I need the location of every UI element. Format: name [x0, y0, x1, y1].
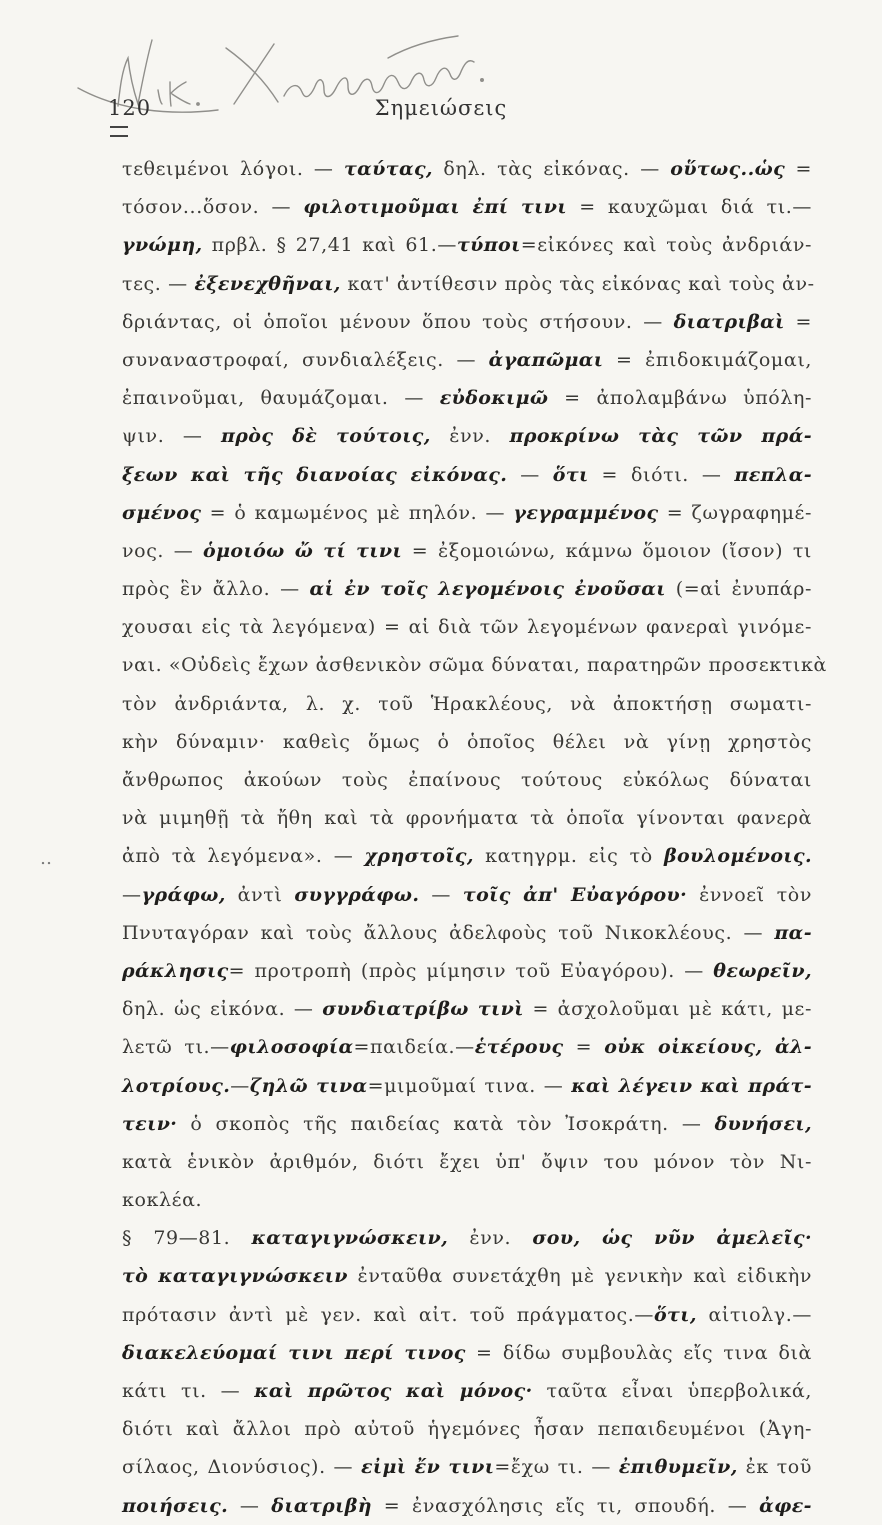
- gloss-text: —: [122, 883, 142, 906]
- gloss-text: ψιν. —: [122, 425, 221, 448]
- gloss-text: ταῦτα εἶναι ὑπερβολικά,: [532, 1380, 813, 1402]
- gloss-text: τόσον...ὅσον. —: [122, 196, 304, 219]
- lemma-term: διατριβαὶ: [673, 310, 785, 333]
- gloss-text: ἐνν.: [448, 1227, 533, 1250]
- gloss-text: ναι. «Οὐδεὶς ἔχων ἀσθενικὸν σῶμα δύναται, παρατηρῶν προσεκτικὰ: [122, 654, 827, 677]
- gloss-text: πρβλ. § 27,41 καὶ 61.—: [202, 234, 457, 257]
- gloss-text: = ἀπολαμβάνω ὑπόλη-: [548, 387, 812, 410]
- text-line: [122, 1067, 812, 1105]
- lemma-term: τύποι: [456, 234, 521, 257]
- gloss-text: κατὰ ἑνικὸν ἀριθμόν, διότι ἔχει ὑπ' ὄψιν του μόνον τὸν Νι-: [122, 1150, 812, 1173]
- lemma-term: ὅτι,: [653, 1303, 697, 1326]
- text-line: [122, 1487, 812, 1525]
- gloss-text: λετῶ τι.—: [122, 1036, 230, 1059]
- lemma-term: λοτρίους.: [122, 1074, 231, 1097]
- lemma-term: ὅτι: [552, 463, 589, 486]
- lemma-term: προκρίνω τὰς τῶν πρά-: [509, 425, 813, 448]
- lemma-term: συγγράφω.: [294, 883, 420, 906]
- gloss-text: ἐπαινοῦμαι, θαυμάζομαι. —: [122, 387, 440, 410]
- lemma-term: ράκλησις: [122, 959, 229, 982]
- text-line: [122, 1448, 812, 1486]
- text-line: [122, 1143, 812, 1181]
- lemma-term: καὶ λέγειν καὶ πράτ-: [571, 1074, 812, 1097]
- lemma-term: γνώμη,: [122, 234, 203, 257]
- text-line: [122, 723, 812, 761]
- lemma-term: δυνήσει,: [714, 1112, 812, 1135]
- lemma-term: συνδιατρίβω τινὶ: [322, 998, 524, 1021]
- gloss-text: τες. —: [122, 272, 195, 295]
- lemma-term: φιλοσοφία: [229, 1036, 354, 1059]
- gloss-text: ἐνταῦθα συνετάχθη μὲ γενικὴν καὶ εἰδικὴν: [347, 1265, 812, 1288]
- lemma-term: τειν·: [122, 1112, 178, 1135]
- gloss-text: —: [419, 883, 463, 906]
- text-line: [122, 990, 812, 1028]
- gloss-text: ἐννοεῖ τὸν: [687, 883, 812, 906]
- text-line: [122, 417, 812, 455]
- gloss-text: ἐκ τοῦ: [737, 1456, 812, 1479]
- lemma-term: καὶ πρῶτος καὶ μόνος·: [254, 1380, 533, 1402]
- gloss-text: = ζωγραφημέ-: [658, 501, 812, 524]
- text-line: [122, 1334, 812, 1372]
- gloss-text: =ἔχω τι. —: [494, 1456, 619, 1479]
- lemma-term: σου, ὡς νῦν ἀμελεῖς·: [532, 1227, 812, 1250]
- gloss-text: κοκλέα.: [122, 1189, 203, 1212]
- lemma-term: θεωρεῖν,: [713, 959, 812, 982]
- gloss-text: = ἐπιδοκιμάζομαι,: [603, 348, 813, 371]
- lemma-term: ταύτας,: [343, 158, 433, 180]
- lemma-term: εὐδοκιμῶ: [439, 387, 549, 410]
- lemma-term: φιλοτιμοῦμαι ἐπί τινι: [303, 196, 567, 219]
- text-line: [122, 150, 812, 188]
- text-line: [122, 1372, 812, 1410]
- gloss-text: δηλ. ὡς εἰκόνα. —: [122, 998, 323, 1021]
- gloss-text: Πνυταγόραν καὶ τοὺς ἄλλους ἀδελφοὺς τοῦ Νικοκλέους. —: [122, 921, 775, 944]
- gloss-text: πρότασιν ἀντὶ μὲ γεν. καὶ αἰτ. τοῦ πράγματος.—: [122, 1303, 654, 1326]
- lemma-term: τοῖς ἀπ' Εὐαγόρου·: [462, 883, 688, 906]
- margin-mark: ‥: [40, 848, 53, 869]
- gloss-text: ἄνθρωπος ἀκούων τοὺς ἐπαίνους τούτους εὐκόλως δύναται: [122, 769, 812, 791]
- text-line: [122, 265, 815, 303]
- gloss-text: § 79—81.: [122, 1227, 252, 1250]
- lemma-term: ποιήσεις.: [122, 1494, 229, 1517]
- gloss-text: τὸν ἀνδριάντα, λ. χ. τοῦ Ἡρακλέους, νὰ ἀποκτήσῃ σωματι-: [122, 692, 812, 715]
- text-line: [122, 570, 812, 608]
- text-line: [122, 799, 812, 837]
- text-line: [122, 341, 812, 379]
- lemma-term: ἐξενεχθῆναι,: [194, 272, 341, 295]
- gloss-text: = καυχῶμαι διά τι.—: [566, 196, 812, 219]
- text-line: [122, 303, 812, 341]
- text-line: [122, 456, 812, 494]
- gloss-text: ἀντὶ: [225, 883, 295, 906]
- gloss-text: νὰ μιμηθῇ τὰ ἤθη καὶ τὰ φρονήματα τὰ ὁποῖα γίνονται φανερὰ: [122, 807, 812, 830]
- text-line: [122, 1410, 812, 1448]
- text-line: [122, 876, 812, 914]
- gloss-text: = δίδω συμβουλὰς εἴς τινα διὰ: [465, 1341, 812, 1364]
- gloss-text: —: [228, 1494, 272, 1517]
- lemma-term: πα-: [774, 921, 812, 944]
- gloss-text: = ὁ καμωμένος μὲ πηλόν. —: [201, 501, 514, 524]
- text-line: [122, 1105, 812, 1143]
- lemma-term: χρηστοῖς,: [364, 845, 474, 868]
- gloss-text: νος. —: [122, 539, 204, 562]
- text-line: [122, 685, 812, 723]
- gloss-text: ἀπὸ τὰ λεγόμενα». —: [122, 845, 365, 868]
- page-number: 120: [108, 96, 152, 120]
- text-line: [122, 494, 812, 532]
- gloss-text: —: [230, 1074, 250, 1097]
- running-head: Σημειώσεις: [374, 96, 508, 120]
- lemma-term: γεγραμμένος: [513, 501, 659, 524]
- gloss-text: αἰτιολγ.—: [696, 1303, 812, 1326]
- gloss-text: κὴν δύναμιν· καθεὶς ὅμως ὁ ὁποῖος θέλει νὰ γίνῃ χρηστὸς: [122, 730, 812, 753]
- text-line: [122, 837, 812, 875]
- lemma-term: ξεων καὶ τῆς διανοίας εἰκόνας.: [122, 463, 508, 486]
- gloss-text: χουσαι εἰς τὰ λεγόμενα) = αἱ διὰ τῶν λεγομένων φανεραὶ γινόμε-: [122, 616, 812, 639]
- lemma-term: ἀγαπῶμαι: [488, 348, 604, 371]
- text-line: [122, 952, 812, 990]
- gloss-text: πρὸς ἓν ἄλλο. —: [122, 578, 310, 601]
- commentary-text: [122, 150, 827, 1525]
- text-line: [122, 1296, 812, 1334]
- lemma-term: τὸ καταγιγνώσκειν: [122, 1265, 348, 1288]
- text-line: [122, 1219, 812, 1257]
- text-line: [122, 914, 812, 952]
- gloss-text: = ἐξομοιώνω, κάμνω ὅμοιον (ἴσον) τι: [402, 539, 812, 562]
- text-line: [122, 188, 812, 226]
- text-line: [122, 226, 812, 264]
- lemma-term: ἀφε-: [759, 1494, 812, 1517]
- gloss-text: =: [563, 1036, 605, 1059]
- gloss-text: συναναστροφαί, συνδιαλέξεις. —: [122, 348, 489, 371]
- gloss-text: ὁ σκοπὸς τῆς παιδείας κατὰ τὸν Ἰσοκράτη. —: [177, 1112, 715, 1135]
- text-line: [122, 1257, 812, 1295]
- lemma-term: αἱ ἐν τοῖς λεγομένοις ἐνοῦσαι: [309, 578, 666, 601]
- gloss-text: τεθειμένοι λόγοι. —: [122, 158, 344, 180]
- lemma-term: διακελεύομαί τινι περί τινος: [122, 1341, 466, 1364]
- text-line: [122, 608, 812, 646]
- gloss-text: κατ' ἀντίθεσιν πρὸς τὰς εἰκόνας καὶ τοὺς ἀν-: [340, 272, 815, 295]
- gloss-text: κατηγρμ. εἰς τὸ: [473, 845, 665, 868]
- gloss-text: (=αἱ ἐνυπάρ-: [665, 578, 813, 601]
- gloss-text: =μιμοῦμαί τινα. —: [367, 1074, 572, 1097]
- lemma-term: διατριβὴ: [271, 1494, 372, 1517]
- lemma-term: πεπλα-: [734, 463, 812, 486]
- gloss-text: ἐνν.: [430, 425, 510, 448]
- text-line: [122, 1028, 812, 1066]
- lemma-term: βουλομένοις.: [664, 845, 812, 868]
- text-line: [122, 532, 812, 570]
- lemma-term: ἐπιθυμεῖν,: [618, 1456, 738, 1479]
- gloss-text: = ἐνασχόλησις εἴς τι, σπουδή. —: [372, 1494, 760, 1517]
- lemma-term: γράφω,: [141, 883, 226, 906]
- lemma-term: σμένος: [122, 501, 202, 524]
- gloss-text: = ἀσχολοῦμαι μὲ κάτι, με-: [523, 998, 812, 1021]
- lemma-term: ζηλῶ τινα: [249, 1074, 368, 1097]
- lemma-term: καταγιγνώσκειν,: [251, 1227, 449, 1250]
- gloss-text: =εἰκόνες καὶ τοὺς ἀνδριάν-: [520, 234, 812, 257]
- gloss-text: = διότι. —: [588, 463, 735, 486]
- gloss-text: = προτροπὴ (πρὸς μίμησιν τοῦ Εὐαγόρου). —: [228, 959, 714, 982]
- lemma-term: ὁμοιόω ὤ τί τινι: [203, 539, 403, 562]
- lemma-term: οὕτως..ὡς: [670, 158, 786, 180]
- gloss-text: —: [507, 463, 553, 486]
- lemma-term: πρὸς δὲ τούτοις,: [220, 425, 431, 448]
- lemma-term: ἑτέρους: [474, 1036, 564, 1059]
- gloss-text: δηλ. τὰς εἰκόνας. —: [432, 158, 671, 180]
- gloss-text: κάτι τι. —: [122, 1380, 255, 1402]
- gloss-text: =: [785, 158, 812, 180]
- text-line: [122, 646, 827, 684]
- gloss-text: =: [784, 310, 812, 333]
- gloss-text: δριάντας, οἱ ὁποῖοι μένουν ὅπου τοὺς στήσουν. —: [122, 310, 674, 333]
- lemma-term: εἰμὶ ἔν τινι: [360, 1456, 495, 1479]
- gloss-text: =παιδεία.—: [353, 1036, 475, 1059]
- gloss-text: σίλαος, Διονύσιος). —: [122, 1456, 361, 1479]
- text-line: [122, 761, 812, 799]
- lemma-term: οὐκ οἰκείους, ἀλ-: [604, 1036, 812, 1059]
- text-line: [122, 379, 812, 417]
- text-line: [122, 1181, 812, 1219]
- gloss-text: διότι καὶ ἄλλοι πρὸ αὐτοῦ ἡγεμόνες ἦσαν πεπαιδευμένοι (Ἀγη-: [122, 1418, 812, 1441]
